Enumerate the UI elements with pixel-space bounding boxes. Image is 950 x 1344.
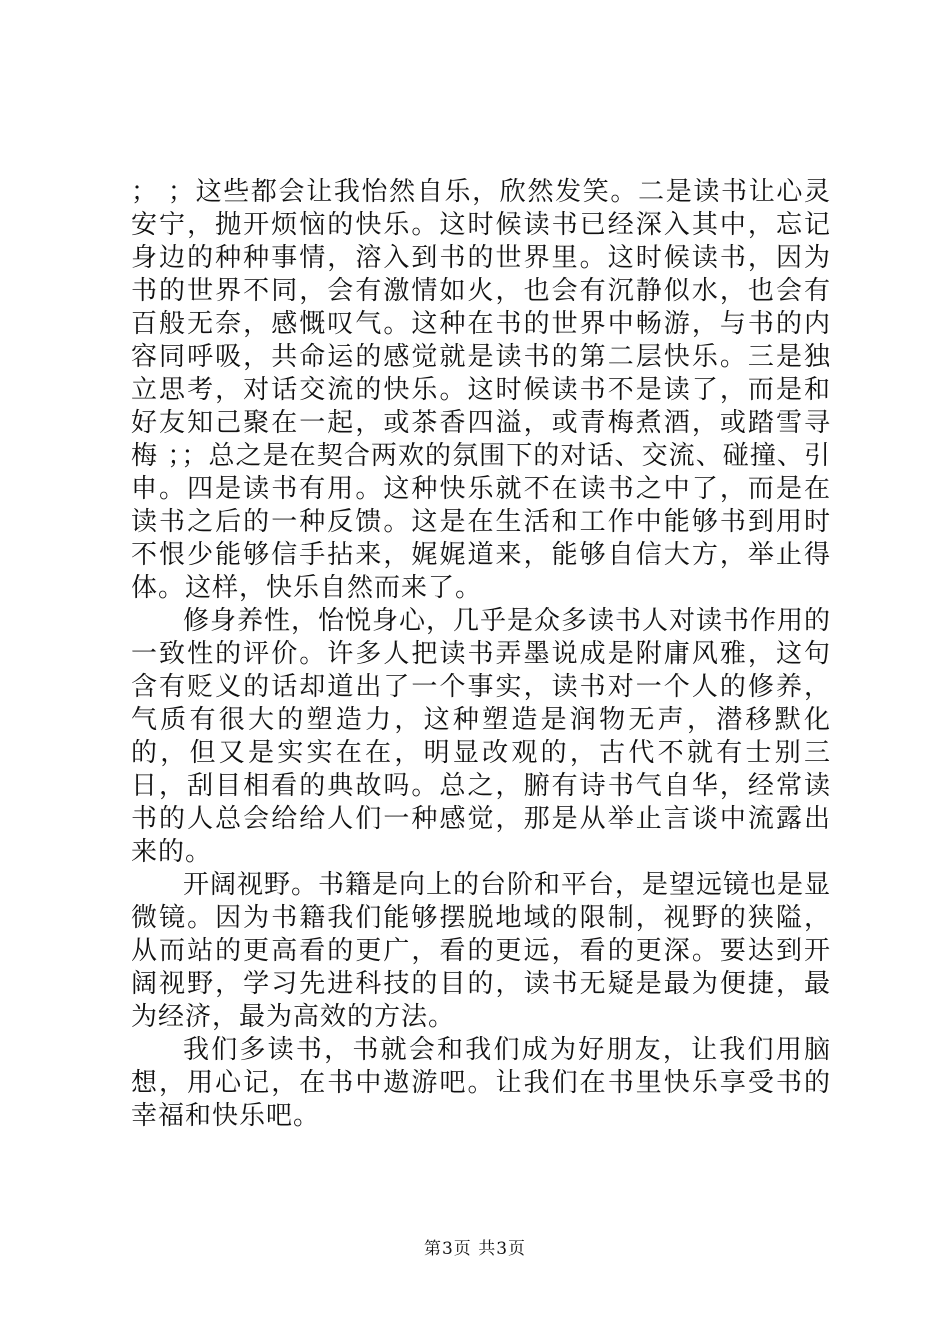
paragraph-2: 修身养性，怡悦身心，几乎是众多读书人对读书作用的一致性的评价。许多人把读书弄墨说成是附庸风雅，这句含有贬义的话却道出了一个事实，读书对一个人的修养，气质有很大的塑造力，这种塑造是润物无声，潜移默化的，但又是实实在在，明显改观的，古代不就有士别三日，刮目相看的典故吗。总之，腑有诗书气自华，经常读书的人总会给给人们一种感觉，那是从举止言谈中流露出来的。: [131, 606, 832, 867]
paragraph-3: 开阔视野。书籍是向上的台阶和平台，是望远镜也是显微镜。因为书籍我们能够摆脱地域的限制，视野的狭隘，从而站的更高看的更广，看的更远，看的更深。要达到开阔视野，学习先进科技的目的，读书无疑是最为便捷，最为经济，最为高效的方法。: [131, 870, 832, 1032]
paragraph-4: 我们多读书，书就会和我们成为好朋友，让我们用脑想，用心记，在书中遨游吧。让我们在书里快乐享受书的幸福和快乐吧。: [131, 1035, 831, 1131]
paragraph-1: ； ；这些都会让我怡然自乐，欣然发笑。二是读书让心灵安宁，抛开烦恼的快乐。这时候读书已经深入其中，忘记身边的种种事情，溶入到书的世界里。这时候读书，因为书的世界不同，会有激情如火，也会有沉静似水，也会有百般无奈，感慨叹气。这种在书的世界中畅游，与书的内容同呼吸，共命运的感觉就是读书的第二层快乐。三是独立思考，对话交流的快乐。这时候读书不是读了，而是和好友知己聚在一起，或茶香四溢，或青梅煮酒，或踏雪寻梅 ；；总之是在契合两欢的氛围下的对话、交流、碰撞、引申。四是读书有用。这种快乐就不在读书之中了，而是在读书之后的一种反馈。这是在生活和工作中能够书到用时不恨少能够信手拈来，娓娓道来，能够自信大方，举止得体。这样，快乐自然而来了。: [131, 177, 831, 603]
page-footer: 第3页 共3页: [423, 1239, 527, 1259]
document-body: [131, 176, 831, 1133]
